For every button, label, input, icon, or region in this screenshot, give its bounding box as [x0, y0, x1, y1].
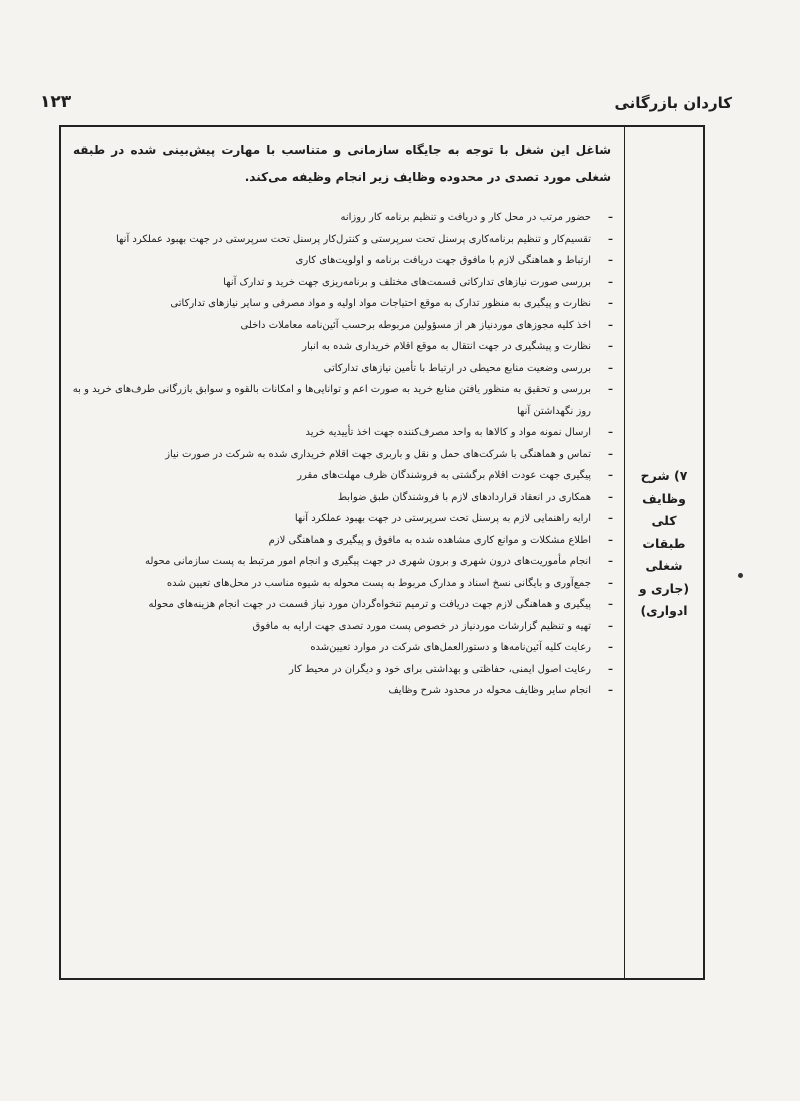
duty-text: اخذ کلیه مجوزهای موردنیاز هر از مسؤولین مربوطه برحسب آئین‌نامه معاملات داخلی: [240, 319, 591, 331]
duty-text: بررسی صورت نیازهای تدارکاتی قسمت‌های مختلف و برنامه‌ریزی جهت خرید و تدارک آنها: [223, 276, 591, 288]
dash-bullet: –: [608, 556, 613, 567]
duty-text: انجام سایر وظایف محوله در محدود شرح وظایف: [388, 685, 591, 696]
duty-text: ارایه راهنمایی لازم به پرسنل تحت سرپرستی در جهت بهبود عملکرد آنها: [294, 513, 591, 524]
duty-text: پیگیری جهت عودت اقلام برگشتی به فروشندگان ظرف مهلت‌های مقرر: [297, 470, 591, 481]
duty-text: رعایت کلیه آئین‌نامه‌ها و دستورالعمل‌های شرکت در موارد تعیین‌شده: [310, 642, 591, 653]
dash-bullet: –: [608, 298, 613, 309]
dash-bullet: –: [608, 620, 613, 632]
dash-bullet: –: [608, 685, 613, 696]
duty-item: [69, 573, 617, 595]
dash-bullet: –: [608, 319, 613, 331]
duty-item: [69, 229, 617, 251]
duty-text: انجام مأموریت‌های درون شهری و برون شهری در جهت پیگیری و انجام امور مرتبط به پست سازمانی محوله: [144, 556, 591, 567]
duty-text: ارتباط و هماهنگی لازم با مافوق جهت دریافت برنامه و اولویت‌های کاری: [295, 255, 591, 266]
section-label-line: ادواری): [640, 603, 688, 618]
duty-item: [69, 379, 617, 422]
duty-text: اطلاع مشکلات و موانع کاری مشاهده شده به مافوق و پیگیری و هماهنگی لازم: [268, 534, 591, 546]
dash-bullet: –: [608, 233, 613, 245]
dash-bullet: –: [608, 255, 613, 266]
dash-bullet: –: [608, 448, 613, 460]
dash-bullet: –: [608, 663, 613, 675]
margin-dot: [738, 573, 743, 578]
duty-item: [69, 207, 617, 229]
duty-item: [69, 293, 617, 315]
dash-bullet: –: [608, 362, 613, 374]
dash-bullet: –: [608, 513, 613, 524]
dash-bullet: –: [608, 276, 613, 288]
duty-item: [69, 680, 617, 702]
dash-bullet: –: [608, 577, 613, 589]
duty-item: [69, 272, 617, 294]
duty-text: حضور مرتب در محل کار و دریافت و تنظیم برنامه کار روزانه: [340, 212, 591, 223]
duty-item: [69, 336, 617, 358]
duties-content: [69, 127, 617, 978]
duty-text: تقسیم‌کار و تنظیم برنامه‌کاری پرسنل تحت سرپرستی و کنترل‌کار پرسنل تحت سرپرستی در جهت بهبود عملکرد آنها: [116, 233, 591, 245]
duty-text: بررسی وضعیت منابع محیطی در ارتباط با تأمین نیازهای تدارکاتی: [323, 362, 591, 374]
duty-text: جمع‌آوری و بایگانی نسخ اسناد و مدارک مربوط به پست محوله به شیوه مناسب در محل‌های تعیین شده: [166, 577, 591, 589]
duty-item: [69, 551, 617, 573]
page-number: ۱۲۳: [40, 92, 72, 112]
dash-bullet: –: [608, 341, 613, 352]
dash-bullet: –: [608, 470, 613, 481]
duty-text: پیگیری و هماهنگی لازم جهت دریافت و ترمیم تنخواه‌گردان مورد نیاز قسمت در جهت انجام هزینه‌های محوله: [148, 599, 591, 610]
job-description-table: [59, 125, 705, 980]
column-divider: [624, 127, 625, 978]
duty-item: [69, 637, 617, 659]
duty-item: [69, 465, 617, 487]
section-label-line: طبقات: [642, 535, 686, 551]
duty-item: [69, 358, 617, 380]
dash-bullet: –: [608, 534, 613, 546]
duty-item: [69, 444, 617, 466]
intro-paragraph: شاغل این شغل با توجه به جایگاه سازمانی و متناسب با مهارت پیش‌بینی شده در طبقه شغلی مورد تصدی در محدوده وظایف زیر انجام وظیفه می‌کند.: [73, 143, 611, 184]
duty-text: نظارت و پیشگیری در جهت انتقال به موقع اقلام خریداری شده به انبار: [302, 341, 591, 352]
duty-item: [69, 616, 617, 638]
duty-text: نظارت و پیگیری به منظور تدارک به موقع احتیاجات مواد اولیه و مواد مصرفی و سایر نیازهای تدارکاتی: [170, 298, 591, 309]
duty-item: [69, 315, 617, 337]
duty-item: [69, 422, 617, 444]
dash-bullet: –: [608, 642, 613, 653]
dash-bullet: –: [608, 427, 613, 438]
duty-item: [69, 530, 617, 552]
duty-item: [69, 594, 617, 616]
dash-bullet: –: [608, 491, 613, 503]
duty-item: [69, 487, 617, 509]
duty-text: بررسی و تحقیق به منظور یافتن منابع خرید به صورت اعم و توانایی‌ها و امکانات بالقوه و سوابق بازرگانی طرف‌های خرید و به روز نگهداشتن آنها: [72, 384, 591, 417]
section-label: [631, 465, 697, 623]
dash-bullet: –: [608, 384, 613, 395]
header-title: کاردان بازرگانی: [614, 94, 732, 112]
duty-item: [69, 250, 617, 272]
dash-bullet: –: [608, 212, 613, 223]
section-label-line: (جاری و: [638, 580, 690, 596]
dash-bullet: –: [608, 599, 613, 610]
section-label-line: کلی: [651, 513, 677, 528]
duty-text: تهیه و تنظیم گزارشات موردنیاز در خصوص پست مورد تصدی جهت ارایه به مافوق: [252, 620, 591, 632]
duty-text: رعایت اصول ایمنی، حفاظتی و بهداشتی برای خود و دیگران در محیط کار: [289, 663, 591, 675]
page-header: [40, 92, 732, 118]
duty-list: [69, 207, 617, 702]
duty-item: [69, 659, 617, 681]
duty-text: ارسال نمونه مواد و کالاها به واحد مصرف‌کننده جهت اخذ تأییدیه خرید: [305, 427, 591, 438]
section-label-line: وظایف: [642, 490, 686, 506]
section-label-line: ۷) شرح: [640, 468, 688, 483]
duty-item: [69, 508, 617, 530]
duty-text: همکاری در انعقاد قراردادهای لازم با فروشندگان طبق ضوابط: [337, 491, 591, 503]
section-label-line: شغلی: [645, 558, 683, 573]
duty-text: تماس و هماهنگی با شرکت‌های حمل و نقل و باربری جهت اقلام خریداری شده به شرکت در صورت نیاز: [165, 448, 591, 460]
